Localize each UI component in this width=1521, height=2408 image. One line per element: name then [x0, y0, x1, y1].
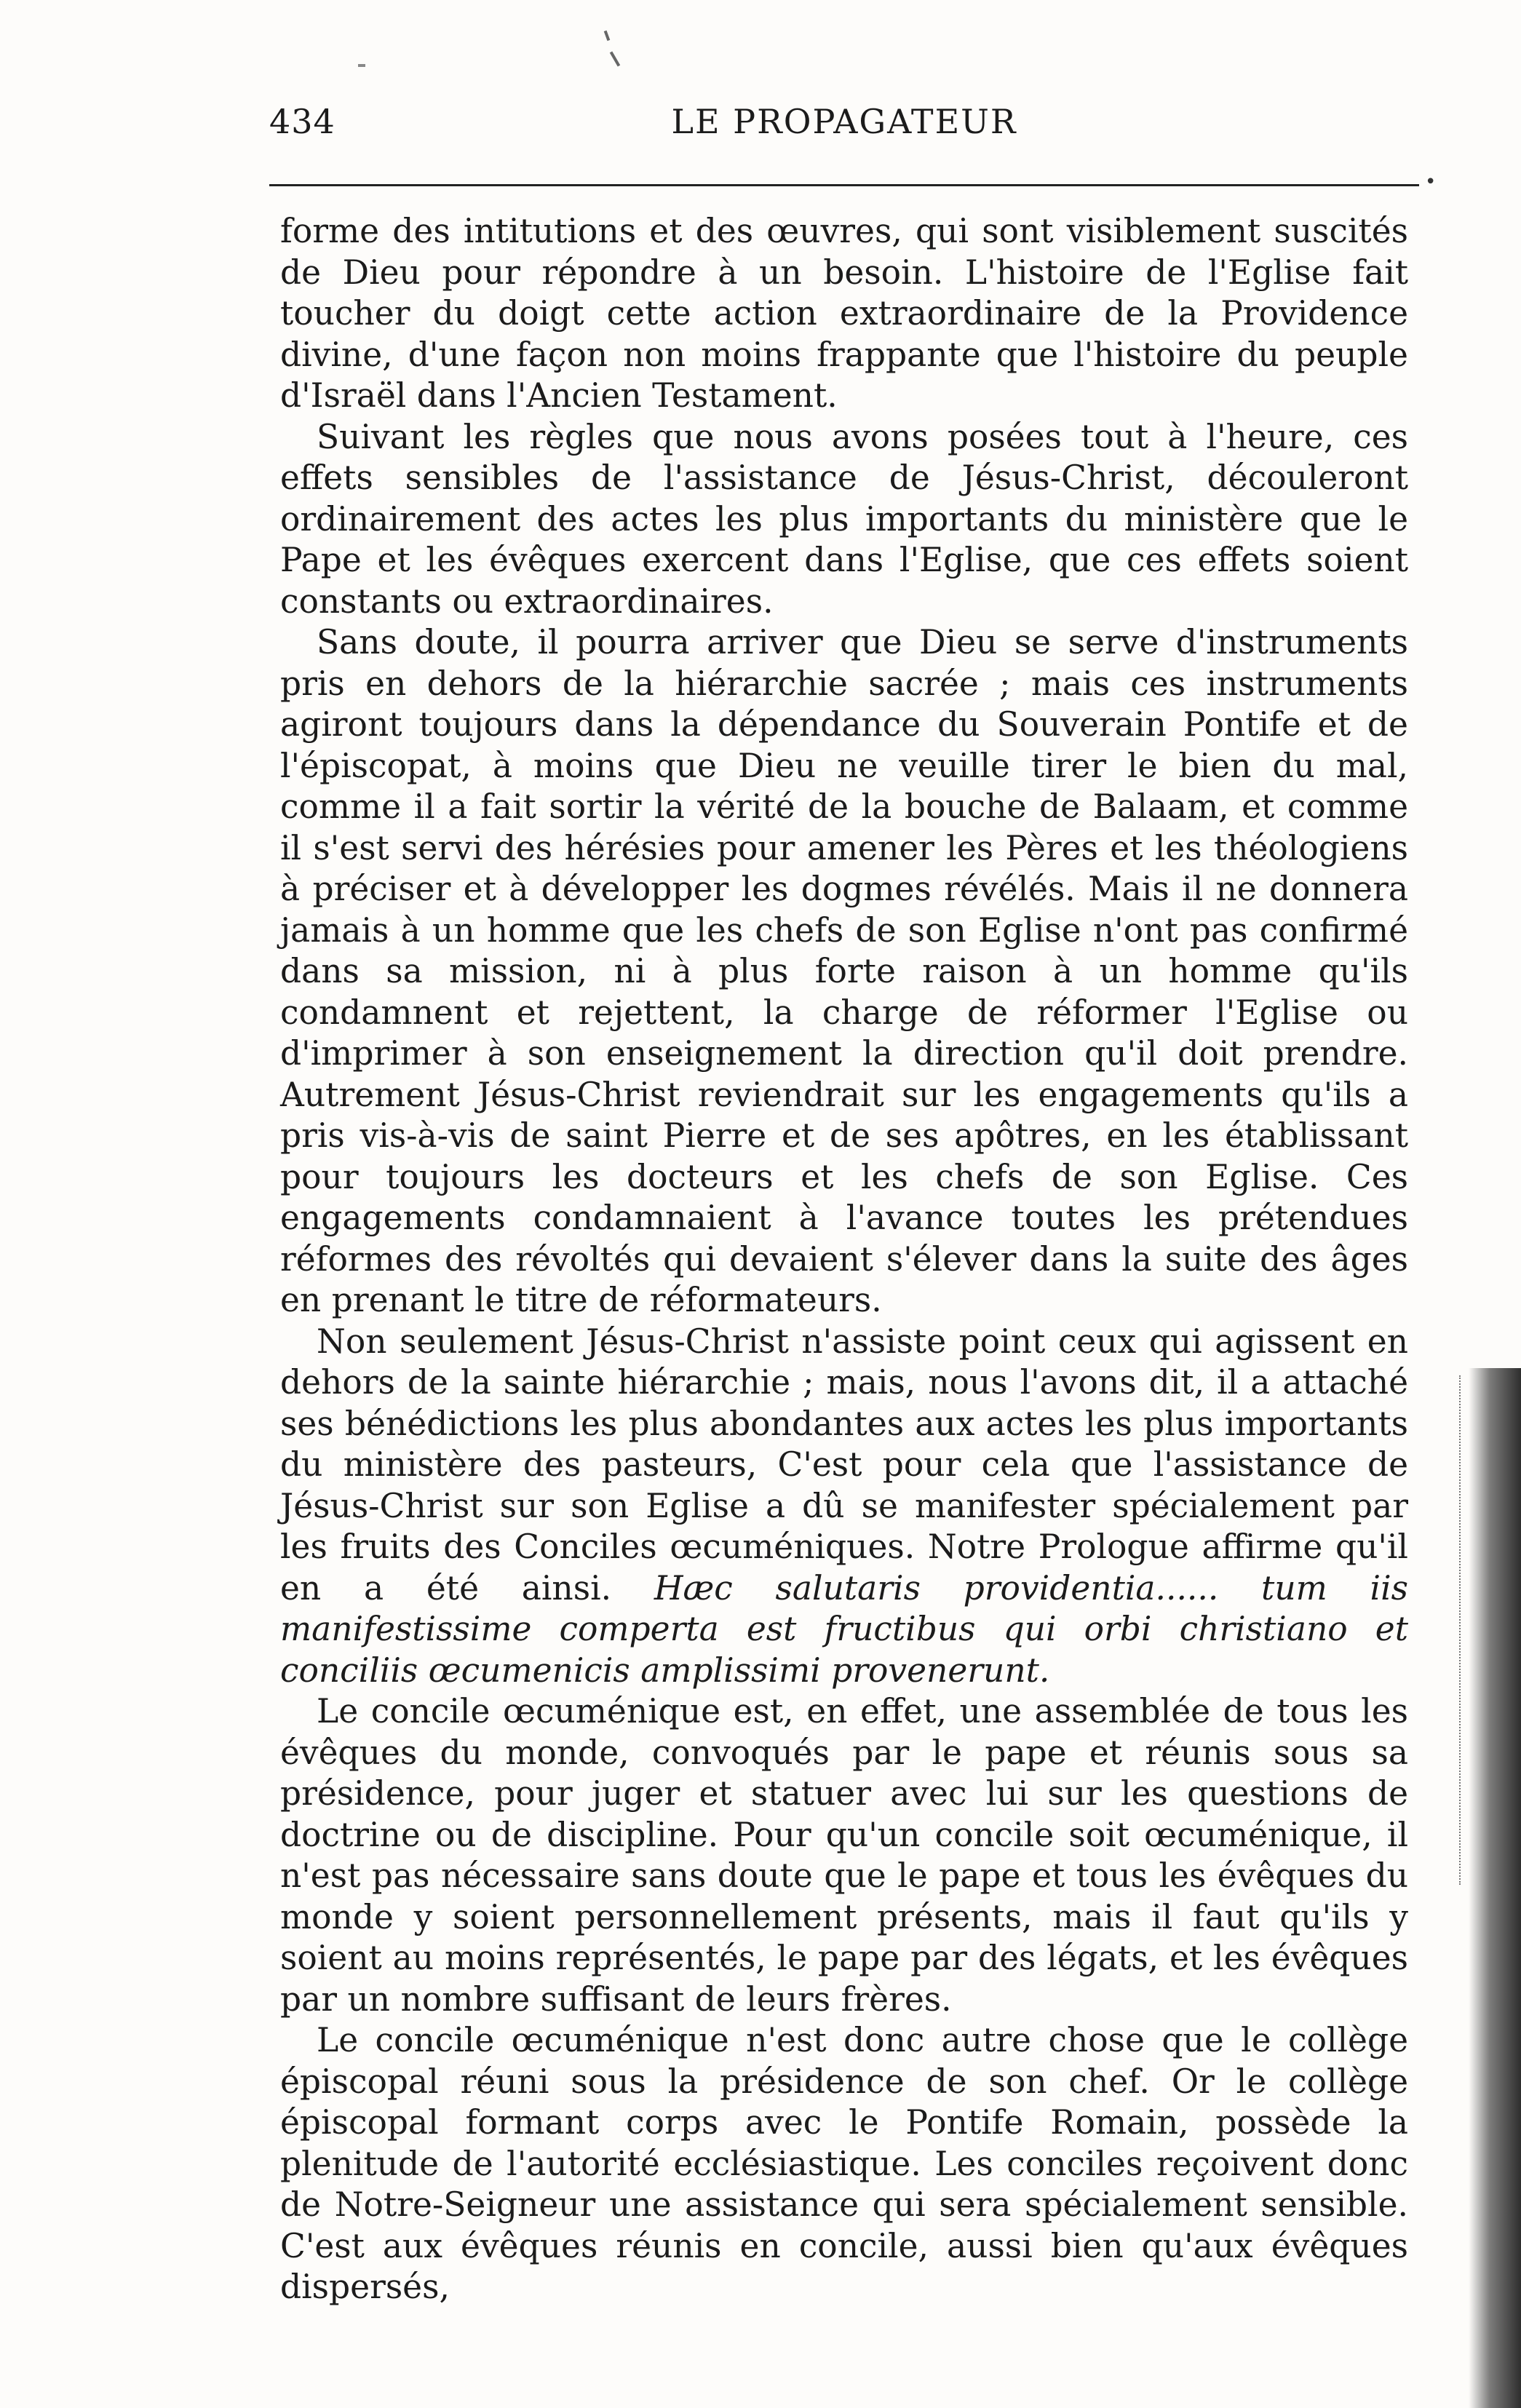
margin-ornament: • — [1425, 171, 1437, 193]
paragraph: Sans doute, il pourra arriver que Dieu se serve d'instruments pris en dehors de la hiérarchie sacrée ; mais ces instruments agiront toujours dans la dépendance du Souverain Pontife et de l'épiscopat, à moins que Dieu ne veuille tirer le bien du mal, comme il a fait sortir la vérité de la bouche de Balaam, et comme il s'est servi des hérésies pour amener les Pères et les théologiens à préciser et à développer les dogmes révélés. Mais il ne donnera jamais à un homme que les chefs de son Eglise n'ont pas confirmé dans sa mission, ni à plus forte raison à un homme qu'ils condamnent et rejettent, la charge de réformer l'Eglise ou d'imprimer à son enseignement la direction qu'il doit prendre. Autrement Jésus-Christ reviendrait sur les engagements qu'ils a pris vis-à-vis de saint Pierre et de ses apôtres, en les établissant pour toujours les docteurs et les chefs de son Eglise. Ces engagements condamnaient à l'avance toutes les prétendues réformes des révoltés qui devaient s'élever dans la suite des âges en prenant le titre de réformateurs. — [280, 623, 1408, 1319]
scan-edge-marks — [1459, 1375, 1468, 1885]
scan-speck — [604, 31, 611, 41]
body-text — [280, 211, 1408, 2308]
page-header — [269, 102, 1419, 153]
header-rule — [269, 184, 1419, 186]
running-title: LE PROPAGATEUR — [671, 102, 1017, 141]
scan-speck — [610, 51, 620, 66]
paragraph: Le concile œcuménique est, en effet, une assemblée de tous les évêques du monde, convoqués par le pape et réunis sous sa présidence, pour juger et statuer avec lui sur les questions de doctrine ou de discipline. Pour qu'un concile soit œcuménique, il n'est pas nécessaire sans doute que le pape et tous les évêques du monde y soient personnellement présents, mais il faut qu'ils y soient au moins représentés, le pape par des légats, et les évêques par un nombre suffisant de leurs frères. — [280, 1692, 1408, 2019]
scan-edge-shadow — [1469, 1368, 1521, 2408]
paragraph-text: Non seulement Jésus-Christ n'assiste point ceux qui agissent en dehors de la sainte hiérarchie ; mais, nous l'avons dit, il a attaché ses bénédictions les plus abondantes aux actes les plus importants du ministère des pasteurs, C'est pour cela que l'assistance de Jésus-Christ sur son Eglise a dû se manifester spécialement par les fruits des Conciles œcuméniques. Notre Prologue affirme qu'il en a été ainsi. — [280, 1322, 1408, 1608]
paragraph: Le concile œcuménique n'est donc autre chose que le collège épiscopal réuni sous la présidence de son chef. Or le collège épiscopal formant corps avec le Pontife Romain, possède la plenitude de l'autorité ecclésiastique. Les conciles reçoivent donc de Notre-Seigneur une assistance qui sera spécialement sensible. C'est aux évêques réunis en concile, aussi bien qu'aux évêques dispersés, — [280, 2021, 1408, 2306]
latin-quotation: Hæc salutaris providentia...... tum iis manifestissime comperta est fructibus qui orbi christiano et conciliis œcumenicis amplissimi provenerunt. — [280, 1568, 1408, 1690]
page-number: 434 — [269, 102, 335, 141]
paragraph-with-latin-quote — [280, 1322, 1408, 1692]
paragraph-continuation: forme des intitutions et des œuvres, qui sont visiblement suscités de Dieu pour répondre à un besoin. L'histoire de l'Eglise fait toucher du doigt cette action extraordinaire de la Providence divine, d'une façon non moins frappante que l'histoire du peuple d'Israël dans l'Ancien Testament. — [280, 212, 1408, 415]
paragraph: Suivant les règles que nous avons posées tout à l'heure, ces effets sensibles de l'assistance de Jésus-Christ, découleront ordinairement des actes les plus importants du ministère que le Pape et les évêques exercent dans l'Eglise, que ces effets soient constants ou extraordinaires. — [280, 417, 1408, 621]
scan-speck — [358, 64, 365, 67]
